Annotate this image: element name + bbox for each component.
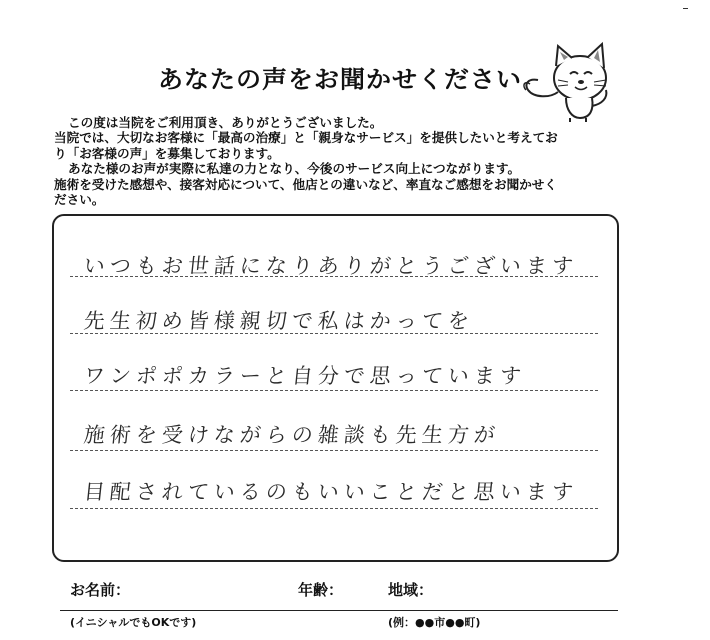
writing-line [70,390,598,391]
intro-line: あなた様のお声が実際に私達の力となり、今後のサービス向上につながります。 [68,161,521,177]
writing-line [70,508,598,509]
handwritten-line: ワンポポカラーと自分で思っています [82,364,528,388]
intro-line: 施術を受けた感想や、接客対応について、他店との違いなど、率直なご感想をお聞かせく [54,176,557,192]
intro-line: この度は当院をご利用頂き、ありがとうございました。 [68,115,383,130]
writing-line [70,450,598,451]
intro-text [54,115,654,207]
handwritten-line: 目配されているのもいいことだと思います [82,480,580,504]
cat-mascot-icon [520,40,612,122]
intro-line: ださい。 [54,192,105,208]
region-note: (例：●●市●●町) [388,616,481,629]
intro-line: り「お客様の声」を募集しております。 [54,145,280,161]
handwritten-line: 先生初め皆様親切で私はかってを [82,309,476,333]
corner-mark [683,8,688,9]
writing-line [70,333,598,334]
page-title: あなたの声をお聞かせください [158,65,523,94]
name-note: (イニシャルでもOKです) [70,616,197,629]
handwritten-line: いつもお世話になりありがとうございます [82,254,580,278]
region-label: 地域： [388,581,434,599]
footer-rule [60,610,618,611]
writing-line [70,276,598,277]
age-label: 年齢： [298,581,344,599]
handwritten-line: 施術を受けながらの雑談も先生方が [82,423,502,447]
intro-line: 当院では、大切なお客様に「最高の治療」と「親身なサービス」を提供したいと考えてお [54,130,558,146]
name-label: お名前： [70,581,131,599]
